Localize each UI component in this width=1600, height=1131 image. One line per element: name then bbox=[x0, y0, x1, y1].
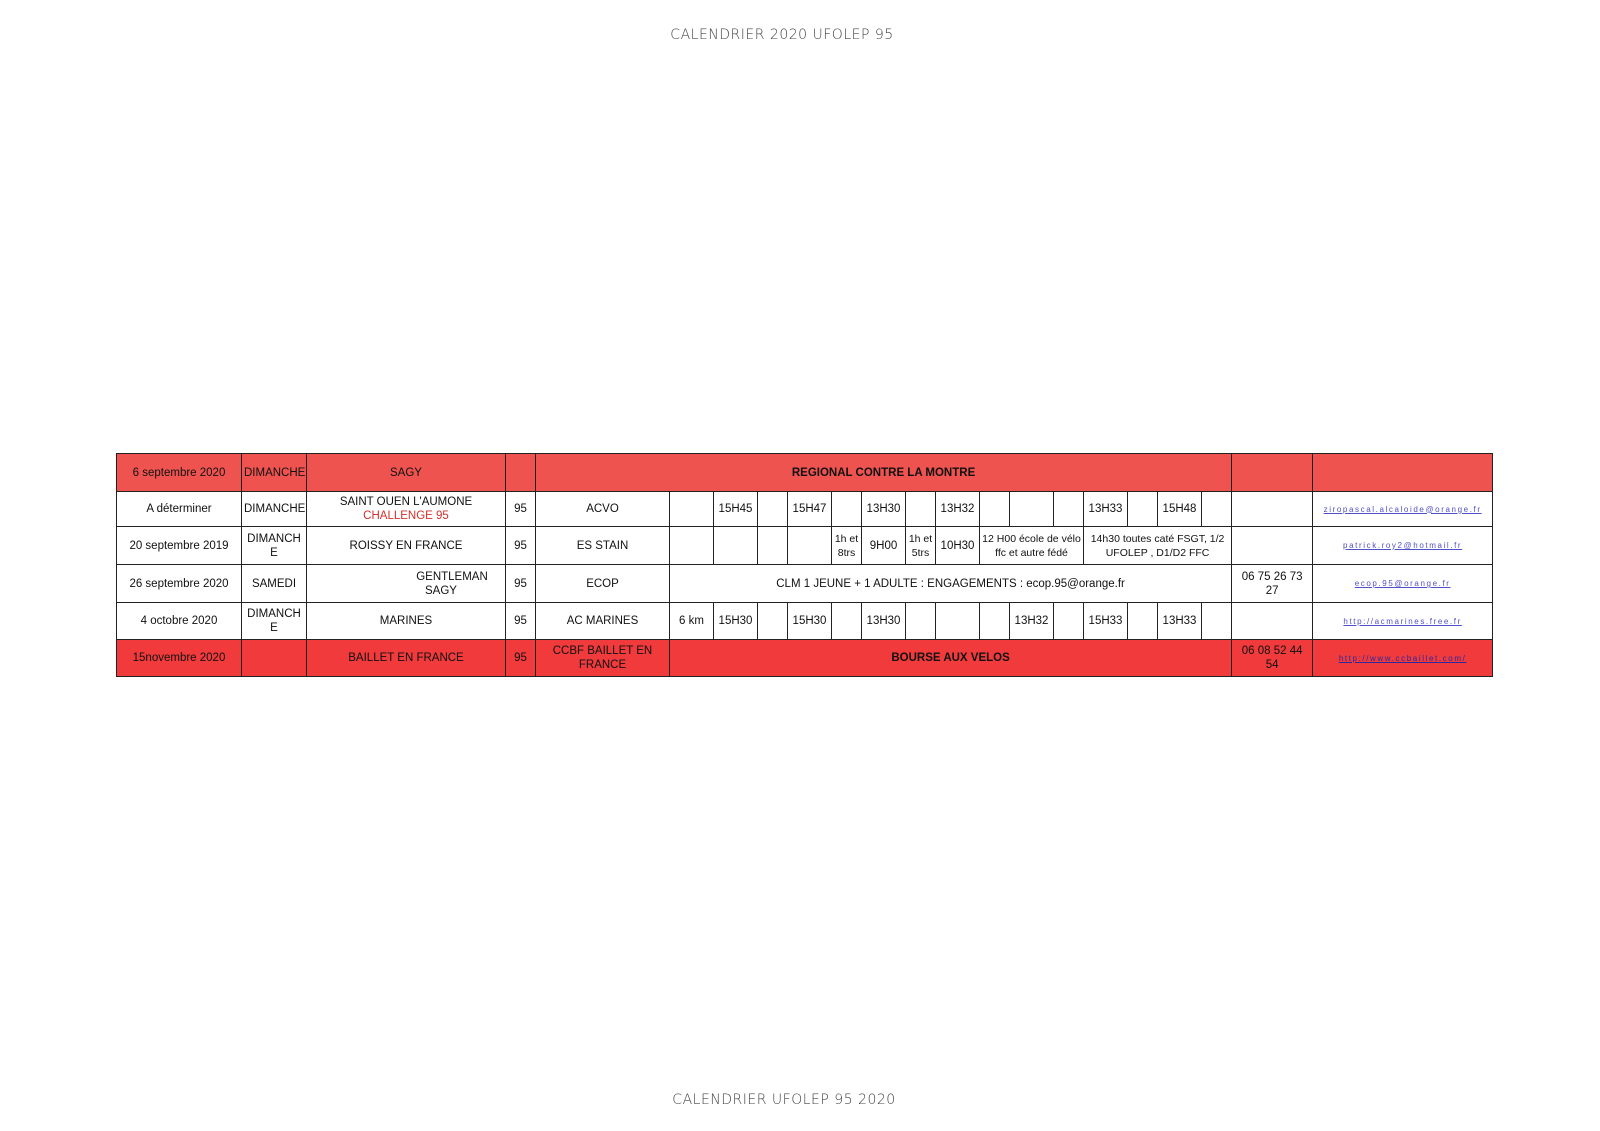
time-cell: 13H32 bbox=[936, 492, 980, 527]
empty-cell bbox=[670, 527, 714, 565]
club-cell: ECOP bbox=[536, 565, 670, 603]
place-cell: BAILLET EN FRANCE bbox=[307, 640, 506, 677]
date-cell: A déterminer bbox=[117, 492, 242, 527]
time-cell: 15H47 bbox=[788, 492, 832, 527]
place-cell bbox=[307, 565, 506, 603]
note-cell bbox=[980, 527, 1084, 565]
table-row bbox=[117, 565, 1493, 603]
place-cell: ROISSY EN FRANCE bbox=[307, 527, 506, 565]
laps-cell bbox=[906, 527, 936, 565]
time-cell: 13H30 bbox=[862, 492, 906, 527]
empty-cell bbox=[832, 492, 862, 527]
empty-cell bbox=[670, 492, 714, 527]
empty-cell bbox=[758, 492, 788, 527]
time-cell: 15H30 bbox=[788, 603, 832, 640]
time-cell: 15H48 bbox=[1158, 492, 1202, 527]
day-cell: DIMANCHE bbox=[242, 454, 307, 492]
date-cell: 15novembre 2020 bbox=[117, 640, 242, 677]
table-row bbox=[117, 640, 1493, 677]
dept-cell: 95 bbox=[506, 640, 536, 677]
empty-cell bbox=[906, 492, 936, 527]
club-cell: AC MARINES bbox=[536, 603, 670, 640]
table-row bbox=[117, 603, 1493, 640]
empty-cell bbox=[936, 603, 980, 640]
day-cell: DIMANCH E bbox=[242, 527, 307, 565]
empty-cell bbox=[758, 527, 788, 565]
calendar-table bbox=[116, 453, 1493, 677]
place-name: SAINT OUEN L'AUMONE bbox=[339, 496, 473, 508]
empty-cell bbox=[980, 492, 1010, 527]
website-link[interactable]: http://www.ccbaillet.com/ bbox=[1338, 653, 1467, 663]
email-link[interactable]: patrick.roy2@hotmail.fr bbox=[1343, 541, 1463, 550]
distance-cell: 6 km bbox=[670, 603, 714, 640]
time-cell: 13H32 bbox=[1010, 603, 1054, 640]
time-cell: 15H33 bbox=[1084, 603, 1128, 640]
time-cell: 13H30 bbox=[862, 603, 906, 640]
website-link[interactable]: http://acmarines.free.fr bbox=[1343, 616, 1462, 626]
page-footer-title: CALENDRIER UFOLEP 95 2020 bbox=[672, 1092, 896, 1108]
place-cell bbox=[307, 492, 506, 527]
time-cell: 9H00 bbox=[862, 527, 906, 565]
empty-cell bbox=[788, 527, 832, 565]
day-cell bbox=[242, 640, 307, 677]
empty-cell bbox=[714, 527, 758, 565]
note-text: 12 H00 école de vélo ffc et autre fédé bbox=[982, 532, 1081, 559]
time-cell: 13H33 bbox=[1084, 492, 1128, 527]
place-line-1: GENTLEMAN bbox=[416, 570, 488, 583]
empty-cell bbox=[832, 603, 862, 640]
contact-cell bbox=[1313, 603, 1493, 640]
table-row bbox=[117, 454, 1493, 492]
club-cell: ACVO bbox=[536, 492, 670, 527]
email-link[interactable]: ziropascal.alcaloide@orange.fr bbox=[1323, 504, 1482, 514]
page-header-title: CALENDRIER 2020 UFOLEP 95 bbox=[670, 27, 894, 43]
dept-cell: 95 bbox=[506, 603, 536, 640]
empty-cell bbox=[1054, 603, 1084, 640]
dept-cell: 95 bbox=[506, 492, 536, 527]
contact-cell bbox=[1313, 527, 1493, 565]
day-cell: DIMANCH E bbox=[242, 603, 307, 640]
empty-cell bbox=[1128, 603, 1158, 640]
event-cell: BOURSE AUX VELOS bbox=[670, 640, 1232, 677]
empty-cell bbox=[1202, 492, 1232, 527]
phone-cell bbox=[1232, 603, 1313, 640]
phone-cell: 06 75 26 73 27 bbox=[1232, 565, 1313, 603]
time-cell: 15H45 bbox=[714, 492, 758, 527]
event-cell: REGIONAL CONTRE LA MONTRE bbox=[536, 454, 1232, 492]
phone-cell: 06 08 52 44 54 bbox=[1232, 640, 1313, 677]
empty-cell bbox=[906, 603, 936, 640]
note-text: 14h30 toutes caté FSGT, 1/2 UFOLEP , D1/D2 FFC bbox=[1090, 532, 1225, 559]
page-footer bbox=[0, 1092, 1600, 1108]
info-cell: CLM 1 JEUNE + 1 ADULTE : ENGAGEMENTS : ecop.95@orange.fr bbox=[670, 565, 1232, 603]
phone-cell bbox=[1232, 492, 1313, 527]
email-link[interactable]: ecop.95@orange.fr bbox=[1354, 579, 1451, 588]
page-header bbox=[0, 27, 1600, 43]
laps-cell bbox=[832, 527, 862, 565]
contact-cell bbox=[1313, 565, 1493, 603]
dept-cell: 95 bbox=[506, 565, 536, 603]
table-row bbox=[117, 492, 1493, 527]
date-cell: 20 septembre 2019 bbox=[117, 527, 242, 565]
phone-cell bbox=[1232, 454, 1313, 492]
date-cell: 26 septembre 2020 bbox=[117, 565, 242, 603]
empty-cell bbox=[758, 603, 788, 640]
empty-cell bbox=[1054, 492, 1084, 527]
empty-cell bbox=[1010, 492, 1054, 527]
time-cell: 15H30 bbox=[714, 603, 758, 640]
date-cell: 4 octobre 2020 bbox=[117, 603, 242, 640]
contact-cell bbox=[1313, 640, 1493, 677]
date-cell: 6 septembre 2020 bbox=[117, 454, 242, 492]
club-cell: ES STAIN bbox=[536, 527, 670, 565]
laps-text: 1h et 8trs bbox=[834, 532, 859, 559]
challenge-label: CHALLENGE 95 bbox=[363, 510, 449, 522]
time-cell: 13H33 bbox=[1158, 603, 1202, 640]
day-cell: SAMEDI bbox=[242, 565, 307, 603]
contact-cell bbox=[1313, 492, 1493, 527]
dept-cell: 95 bbox=[506, 527, 536, 565]
time-cell: 10H30 bbox=[936, 527, 980, 565]
contact-cell bbox=[1313, 454, 1493, 492]
empty-cell bbox=[980, 603, 1010, 640]
table-row bbox=[117, 527, 1493, 565]
empty-cell bbox=[1202, 603, 1232, 640]
place-cell: MARINES bbox=[307, 603, 506, 640]
place-cell: SAGY bbox=[307, 454, 506, 492]
place-line-2: SAGY bbox=[425, 584, 457, 597]
empty-cell bbox=[1128, 492, 1158, 527]
phone-cell bbox=[1232, 527, 1313, 565]
note-cell bbox=[1084, 527, 1232, 565]
laps-text: 1h et 5trs bbox=[908, 532, 933, 559]
club-cell: CCBF BAILLET EN FRANCE bbox=[536, 640, 670, 677]
day-cell: DIMANCHE bbox=[242, 492, 307, 527]
dept-cell bbox=[506, 454, 536, 492]
